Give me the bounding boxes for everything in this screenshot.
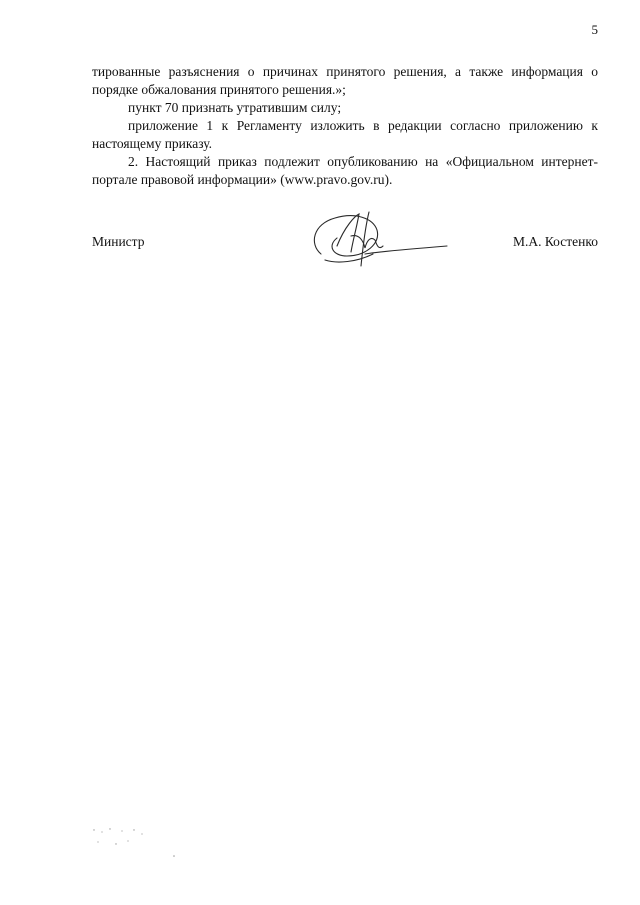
scan-artifact-icon (92, 826, 182, 866)
signatory-name: М.А. Костенко (512, 234, 598, 249)
handwritten-signature-icon (307, 206, 457, 276)
paragraph-continuation: тированные разъяснения о причинах принятого решения, а также информация о порядке обжалования принятого решения.»; (92, 64, 598, 97)
document-body (92, 63, 598, 189)
paragraph-appendix: приложение 1 к Регламенту изложить в редакции согласно приложению к настоящему приказу. (92, 118, 598, 151)
paragraph-publication: 2. Настоящий приказ подлежит опубликованию на «Официальном интернет-портале правовой информации» (www.pravo.gov.ru). (92, 154, 598, 187)
page-number: 5 (591, 22, 598, 37)
paragraph-item-70: пункт 70 признать утратившим силу; (128, 100, 342, 115)
signatory-title: Министр (92, 234, 145, 249)
signature-block (92, 232, 598, 292)
